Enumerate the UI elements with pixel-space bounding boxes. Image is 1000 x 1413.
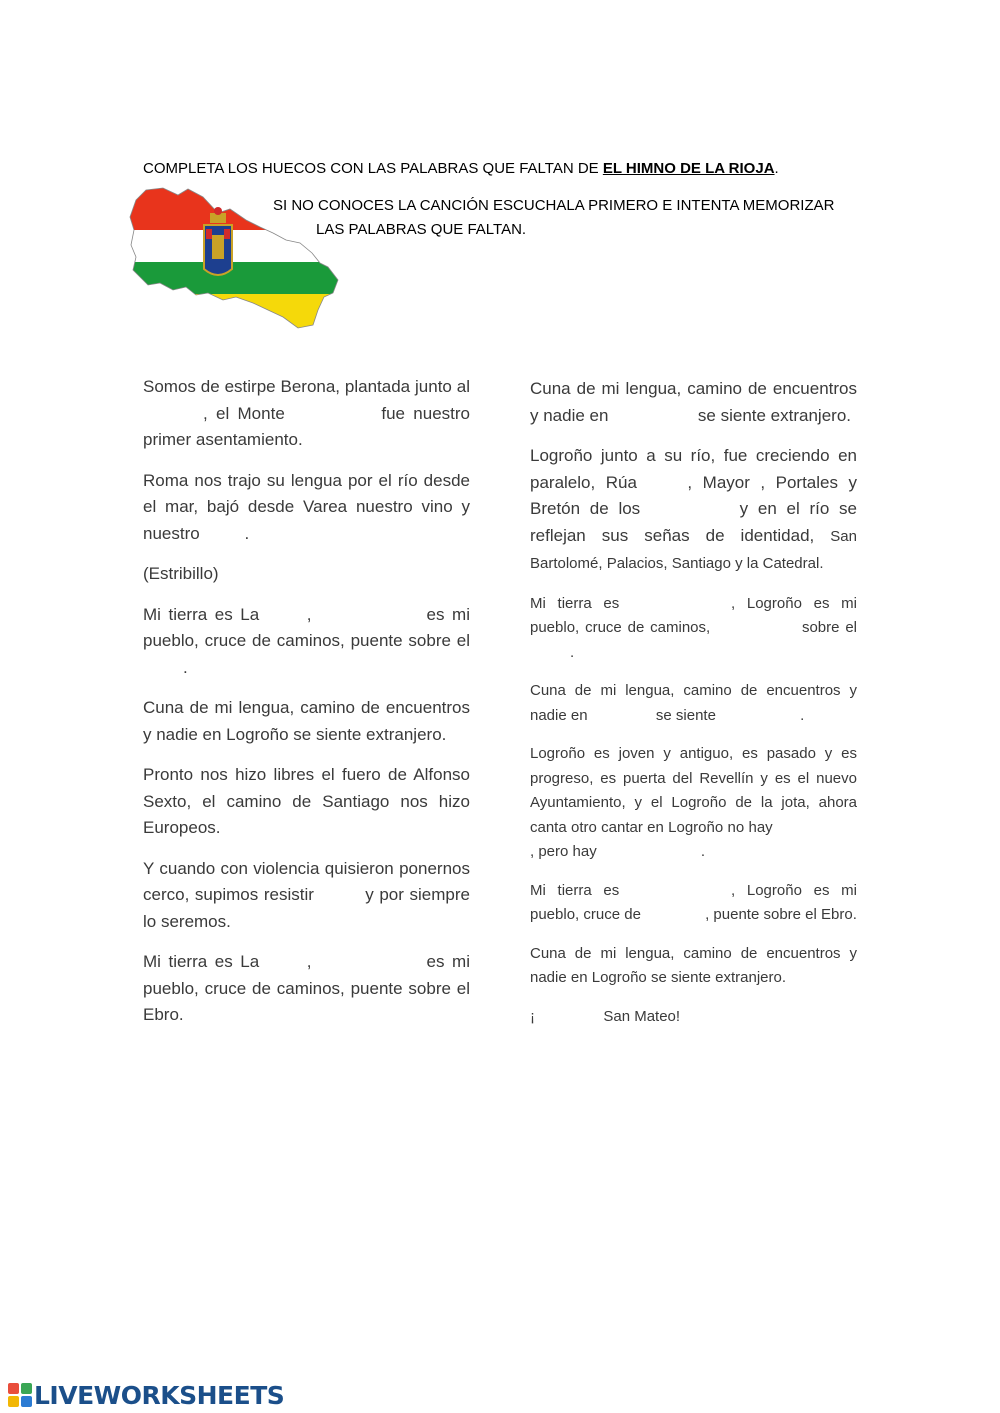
verse: Y cuando con violencia quisieron ponernos cerco, supimos resistir y por siempre lo seremos. [143,858,470,931]
anthem-title: EL HIMNO DE LA RIOJA [602,160,775,177]
instruction-prefix: COMPLETA LOS HUECOS CON LAS PALABRAS QUE FALTAN DE [143,160,603,177]
chorus-label: (Estribillo) [143,564,219,583]
verse: Logroño junto a su río, fue creciendo en paralelo, Rúa , Mayor , Portales y Bretón de los y en el río se reflejan sus señas de identidad, San Bartolomé, Palacios, Santiago y la Catedral. [530,446,857,572]
verse: Roma nos trajo su lengua por el río desde el mar, bajó desde Varea nuestro vino y nuestro . [143,470,470,543]
verse: Cuna de mi lengua, camino de encuentros y nadie en se siente extranjero. [530,379,857,425]
la-rioja-map-flag-icon [128,185,343,330]
verse: Mi tierra es , Logroño es mi pueblo, cruce de caminos, sobre el . [530,594,857,661]
footer-brand [8,1380,284,1410]
verse: Logroño es joven y antiguo, es pasado y es progreso, es puerta del Revellín y es el nuevo Ayuntamiento, y el Logroño de la jota, ahora canta otro cantar en Logroño no hay , pero hay . [530,745,857,860]
verse: Mi tierra es La , es mi pueblo, cruce de caminos, puente sobre el . [143,604,470,677]
verse: Pronto nos hizo libres el fuero de Alfonso Sexto, el camino de Santiago nos hizo Europeos. [143,765,470,837]
verse: Cuna de mi lengua, camino de encuentros y nadie en Logroño se siente extranjero. [143,698,470,744]
verse: Mi tierra es La , es mi pueblo, cruce de caminos, puente sobre el Ebro. [143,952,470,1024]
right-column [530,376,857,1043]
verse: Mi tierra es , Logroño es mi pueblo, cruce de , puente sobre el Ebro. [530,881,857,923]
verse: Somos de estirpe Berona, plantada junto al , el Monte fue nuestro primer asentamiento. [143,377,470,449]
brand-wordmark: LIVEWORKSHEETS [34,1380,285,1410]
liveworksheets-logo-icon [8,1383,32,1407]
instruction-suffix: . [774,160,779,177]
verse: Cuna de mi lengua, camino de encuentros y nadie en Logroño se siente extranjero. [530,944,857,986]
instruction-line-3: LAS PALABRAS QUE FALTAN. [316,221,527,238]
instruction-line-1 [143,158,779,180]
instruction-line-2: SI NO CONOCES LA CANCIÓN ESCUCHALA PRIMERO E INTENTA MEMORIZAR [273,197,835,214]
closing-line: ¡ San Mateo! [530,1007,681,1025]
left-column [143,374,470,1043]
verse: Cuna de mi lengua, camino de encuentros y nadie en se siente . [530,682,857,724]
